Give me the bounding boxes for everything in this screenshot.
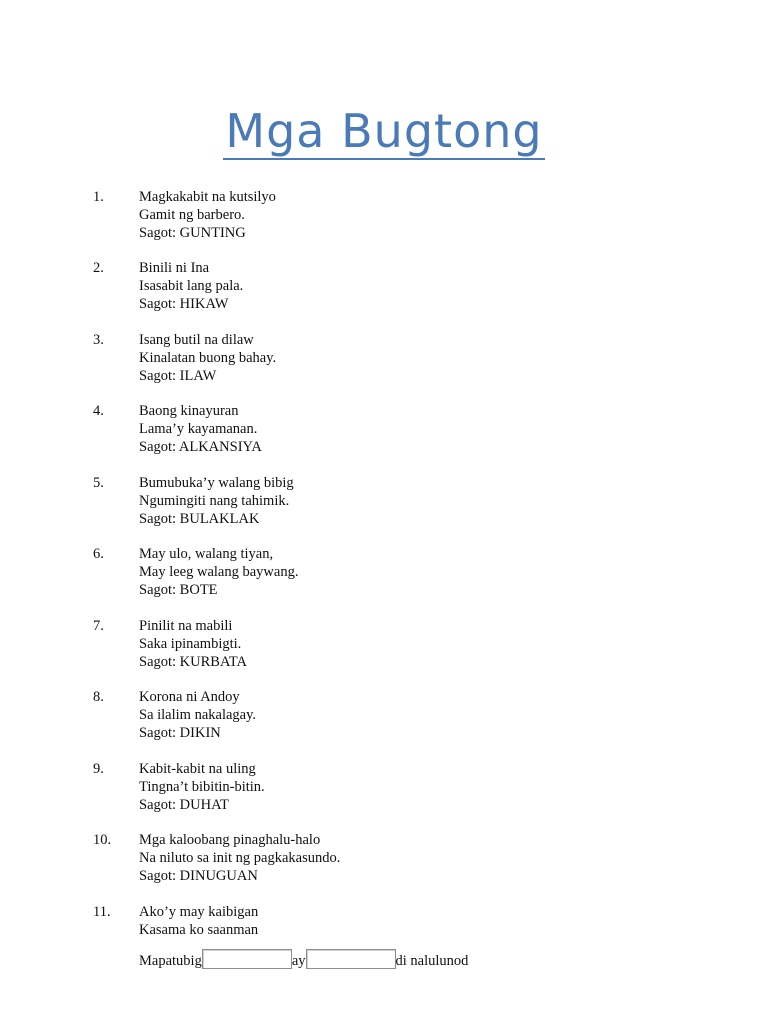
riddle-line: May ulo, walang tiyan, (139, 546, 274, 562)
riddle-text-fragment: Mapatubig (139, 953, 202, 969)
riddle-line: Binili ni Ina (139, 260, 210, 276)
riddle-answer: Sagot: DINUGUAN (139, 868, 258, 884)
riddle-line: Magkakabit na kutsilyo (139, 189, 276, 205)
riddle-line: Mga kaloobang pinaghalu-halo (139, 832, 321, 848)
riddle-answer: Sagot: KURBATA (139, 654, 247, 670)
riddle-number: 1. (93, 189, 104, 205)
document-title (0, 104, 768, 160)
riddle-line: Isasabit lang pala. (139, 278, 244, 294)
riddle-line: Baong kinayuran (139, 403, 239, 419)
riddle-line: Na niluto sa init ng pagkakasundo. (139, 850, 341, 866)
riddle-line: Saka ipinambigti. (139, 636, 242, 652)
riddle-line: Kabit-kabit na uling (139, 761, 256, 777)
riddle-line: Ngumingiti nang tahimik. (139, 493, 290, 509)
riddle-line: Isang butil na dilaw (139, 332, 254, 348)
riddle-line-with-blanks (139, 949, 468, 967)
riddle-line: Lama’y kayamanan. (139, 421, 258, 437)
riddle-number: 3. (93, 332, 104, 348)
answer-blank-1[interactable] (202, 949, 292, 969)
riddle-line: Kinalatan buong bahay. (139, 350, 277, 366)
riddle-line: Korona ni Andoy (139, 689, 240, 705)
riddle-line: May leeg walang baywang. (139, 564, 299, 580)
riddle-answer: Sagot: ILAW (139, 368, 217, 384)
riddle-number: 8. (93, 689, 104, 705)
riddle-line: Kasama ko saanman (139, 922, 259, 938)
riddle-line: Gamit ng barbero. (139, 207, 245, 223)
riddle-number: 2. (93, 260, 104, 276)
riddle-answer: Sagot: BOTE (139, 582, 218, 598)
riddle-number: 6. (93, 546, 104, 562)
riddle-number: 4. (93, 403, 104, 419)
riddle-answer: Sagot: DUHAT (139, 797, 229, 813)
riddle-line: Tingna’t bibitin-bitin. (139, 779, 265, 795)
riddle-line: Sa ilalim nakalagay. (139, 707, 257, 723)
riddle-answer: Sagot: HIKAW (139, 296, 229, 312)
riddle-text-fragment: di nalulunod (395, 953, 469, 969)
riddle-answer: Sagot: BULAKLAK (139, 511, 260, 527)
riddle-number: 11. (93, 904, 111, 920)
riddle-answer: Sagot: GUNTING (139, 225, 246, 241)
riddle-number: 10. (93, 832, 112, 848)
riddle-answer: Sagot: DIKIN (139, 725, 221, 741)
riddle-line: Pinilit na mabili (139, 618, 233, 634)
answer-blank-2[interactable] (306, 949, 396, 969)
riddle-text-fragment: ay (291, 953, 306, 969)
riddle-line: Bumubuka’y walang bibig (139, 475, 294, 491)
riddle-number: 5. (93, 475, 104, 491)
riddle-number: 7. (93, 618, 104, 634)
title-text: Mga Bugtong (225, 104, 543, 158)
riddle-answer: Sagot: ALKANSIYA (139, 439, 262, 455)
riddle-number: 9. (93, 761, 104, 777)
riddle-line: Ako’y may kaibigan (139, 904, 259, 920)
